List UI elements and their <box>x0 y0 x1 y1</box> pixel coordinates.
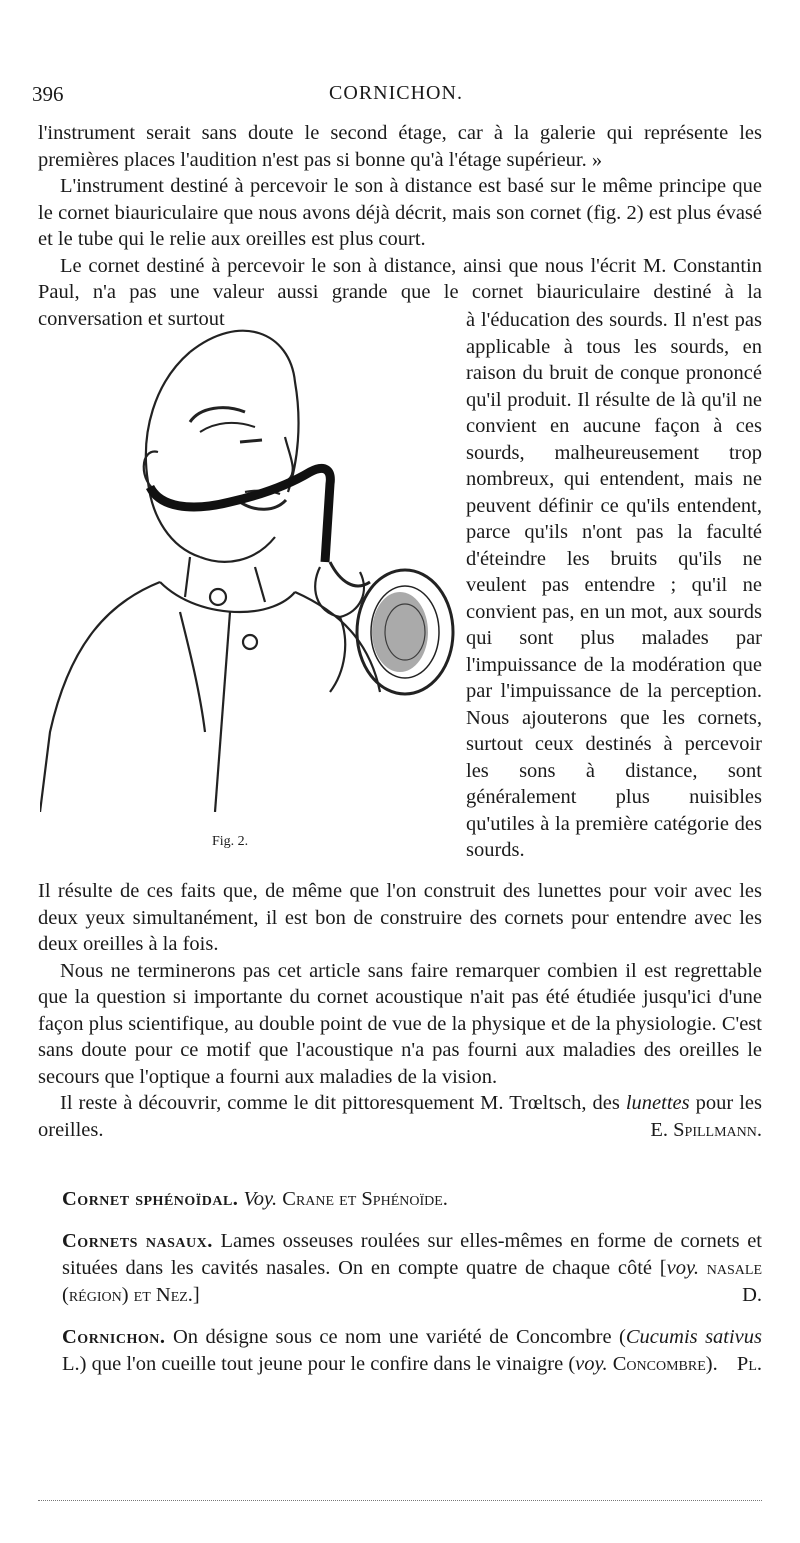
author-signature: Pl. <box>736 1353 762 1375</box>
running-head: CORNICHON. <box>329 82 463 104</box>
entry-term: Cornet sphénoïdal. <box>62 1188 239 1210</box>
voy-label: voy. <box>575 1353 608 1375</box>
closing-paragraph <box>38 1090 762 1143</box>
paragraph: Le cornet destiné à percevoir le son à distance, ainsi que nous l'écrit M. Constantin Paul, n'a pas une valeur aussi grande que le cornet biauriculaire destiné à la conversation et surtout <box>38 254 762 330</box>
bottom-text-block <box>38 878 762 1143</box>
entry-term: Cornichon. <box>62 1326 166 1348</box>
paragraph: Il résulte de ces faits que, de même que l'on construit des lunettes pour voir avec les deux yeux simultanément, il est bon de construire des cornets pour entendre avec les deux oreilles à la fois. <box>38 880 762 955</box>
cross-reference: nasale (région) et Nez.] <box>62 1257 763 1306</box>
entry-text: Lames osseuses roulées sur elles-mêmes en forme de cornets et situées dans les cavités nasales. On en compte quatre de chaque côté <box>62 1230 763 1279</box>
ref-bracket: [ <box>659 1257 667 1279</box>
voy-label: voy. <box>666 1257 700 1279</box>
top-text-block <box>38 120 762 332</box>
page-header <box>32 82 760 112</box>
figure-caption: Fig. 2. <box>212 834 249 849</box>
paragraph: Nous ne terminerons pas cet article sans faire remarquer combien il est regrettable que la question si importante du cornet acoustique n'ait pas été étudiée jusqu'ici d'une façon plus scientifique, au double point de vue de la physique et de la physiologie. C'est sans doute pour ce motif que l'acoustique n'a pas fourni aux maladies des oreilles le secours que l'optique a fourni aux maladies de la vision. <box>38 959 762 1088</box>
page-number: 396 <box>32 82 64 106</box>
closing-italic: lunettes <box>625 1092 690 1114</box>
entry-cornets-nasaux <box>62 1228 762 1309</box>
entry-cornichon <box>62 1324 762 1378</box>
latin-name: Cucumis sativus <box>625 1326 763 1348</box>
paragraph: l'instrument serait sans doute le second étage, car à la galerie qui représente les premières places l'audition n'est pas si bonne qu'à l'étage supérieur. » <box>38 122 762 171</box>
author-signature: E. Spillmann. <box>650 1118 762 1141</box>
closing-text: Il reste à découvrir, comme le dit pittoresquement M. Trœltsch, des <box>60 1092 620 1114</box>
footer-rule <box>38 1500 762 1501</box>
entry-term: Cornets nasaux. <box>62 1230 213 1252</box>
author-signature: D. <box>742 1284 762 1306</box>
wrapped-text <box>466 307 762 864</box>
entry-text: On désigne sous ce nom une variété de Concombre ( <box>172 1326 626 1348</box>
closing-text-end: pour les oreilles. <box>38 1092 763 1141</box>
paragraph: à l'éducation des sourds. Il n'est pas applicable à tous les sourds, en raison du bruit de conque prononcé qu'il produit. Il résulte de là qu'il ne convient en aucune façon à ces sourds, malheureusement trop nombreux, qui entendent, mais ne peuvent définir ce qu'ils entendent, parce qu'ils n'ont pas la faculté d'éteindre les bruits qu'ils ne veulent pas entendre ; qu'il ne convient pas, en un mot, aux sourds qui sont plus malades par l'impuissance de la modération que par l'impuissance de la perception. Nous ajouterons que les cornets, surtout ceux destinés à percevoir les sons à distance, sont généralement plus nuisibles qu'utiles à la première catégorie des sourds. <box>466 309 762 861</box>
cross-reference: Concombre <box>612 1353 706 1375</box>
paragraph: L'instrument destiné à percevoir le son à distance est basé sur le même principe que le cornet biauriculaire que nous avons déjà décrit, mais son cornet (fig. 2) est plus évasé et le tube qui le relie aux oreilles est plus court. <box>38 175 762 250</box>
entry-text: L.) que l'on cueille tout jeune pour le confire dans le vinaigre ( <box>62 1353 576 1375</box>
entry-text: ). <box>705 1353 718 1375</box>
cross-reference: Crane et Sphénoïde. <box>282 1188 448 1210</box>
voy-label: Voy. <box>243 1188 278 1210</box>
ear-cornet-illustration <box>40 312 460 812</box>
entry-cornet-sphenoidal <box>62 1186 762 1213</box>
